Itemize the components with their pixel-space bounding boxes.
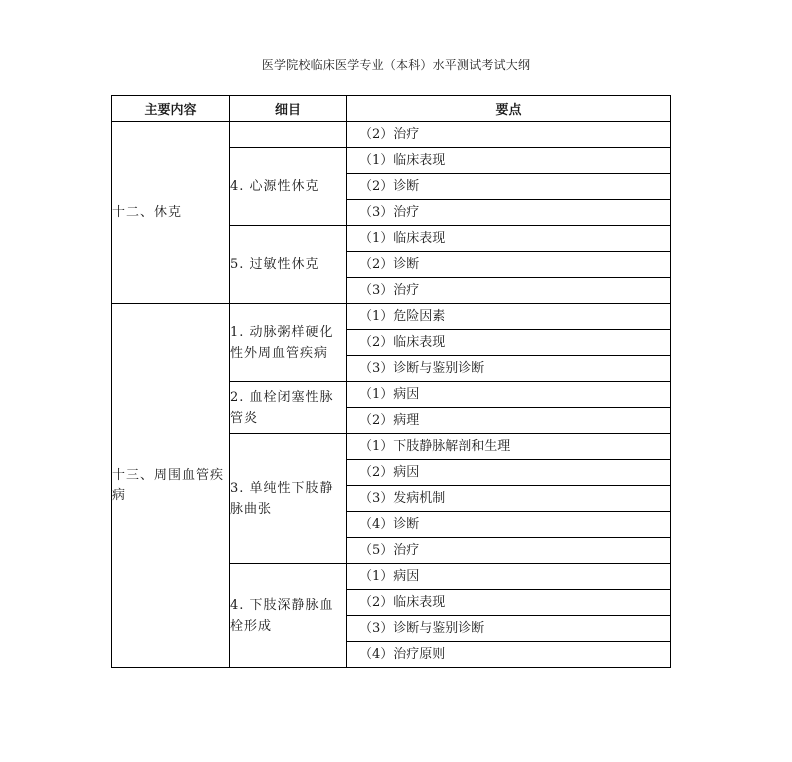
key-point-cell: （3）治疗	[347, 278, 671, 304]
subtopic-cell: 3. 单纯性下肢静脉曲张	[230, 434, 347, 564]
topic-cell: 十三、周围血管疾病	[112, 304, 230, 668]
subtopic-cell: 1. 动脉粥样硬化性外周血管疾病	[230, 304, 347, 382]
key-point-cell: （3）诊断与鉴别诊断	[347, 356, 671, 382]
key-point-cell: （1）临床表现	[347, 148, 671, 174]
key-point-cell: （2）诊断	[347, 174, 671, 200]
column-header-main-content: 主要内容	[112, 96, 230, 122]
table-body	[112, 122, 671, 668]
syllabus-table	[111, 95, 671, 668]
key-point-cell: （2）治疗	[347, 122, 671, 148]
document-title: 医学院校临床医学专业（本科）水平测试考试大纲	[261, 58, 531, 72]
key-point-cell: （1）危险因素	[347, 304, 671, 330]
key-point-cell: （1）病因	[347, 382, 671, 408]
topic-cell: 十二、休克	[112, 122, 230, 304]
key-point-cell: （3）治疗	[347, 200, 671, 226]
key-point-cell: （3）发病机制	[347, 486, 671, 512]
key-point-cell: （1）临床表现	[347, 226, 671, 252]
key-point-cell: （3）诊断与鉴别诊断	[347, 616, 671, 642]
key-point-cell: （2）临床表现	[347, 330, 671, 356]
key-point-cell: （2）病因	[347, 460, 671, 486]
column-header-details: 细目	[230, 96, 347, 122]
subtopic-cell	[230, 122, 347, 148]
key-point-cell: （2）诊断	[347, 252, 671, 278]
table-row	[112, 122, 671, 148]
subtopic-cell: 2. 血栓闭塞性脉管炎	[230, 382, 347, 434]
key-point-cell: （4）治疗原则	[347, 642, 671, 668]
key-point-cell: （1）病因	[347, 564, 671, 590]
key-point-cell: （2）病理	[347, 408, 671, 434]
key-point-cell: （4）诊断	[347, 512, 671, 538]
key-point-cell: （5）治疗	[347, 538, 671, 564]
subtopic-cell: 4. 下肢深静脉血栓形成	[230, 564, 347, 668]
table-row	[112, 304, 671, 330]
subtopic-cell: 5. 过敏性休克	[230, 226, 347, 304]
subtopic-cell: 4. 心源性休克	[230, 148, 347, 226]
table-header-row	[112, 96, 671, 122]
key-point-cell: （2）临床表现	[347, 590, 671, 616]
column-header-key-points: 要点	[347, 96, 671, 122]
key-point-cell: （1）下肢静脉解剖和生理	[347, 434, 671, 460]
